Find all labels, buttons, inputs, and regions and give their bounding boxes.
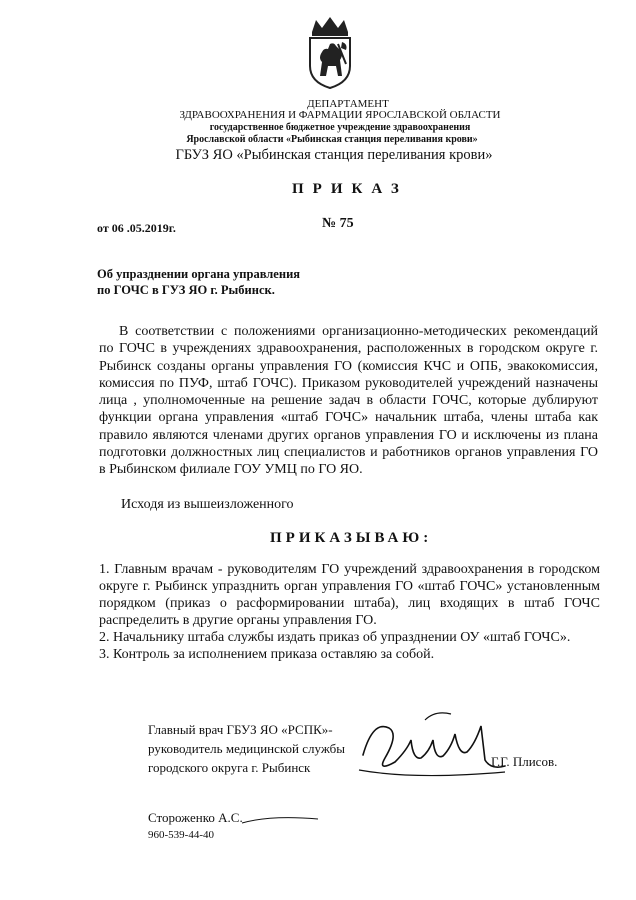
order-items <box>99 561 600 663</box>
order-item-3: 3. Контроль за исполнением приказа оставляю за собой. <box>99 647 435 662</box>
signatory-line2: руководитель медицинской службы <box>148 741 345 756</box>
header-ministry: ЗДРАВООХРАНЕНИЯ И ФАРМАЦИИ ЯРОСЛАВСКОЙ ОБЛАСТИ <box>179 109 501 121</box>
order-verb: ПРИКАЗЫВАЮ: <box>270 530 433 546</box>
order-item-2: 2. Начальнику штаба службы издать приказ об упразднении ОУ «штаб ГОЧС». <box>99 630 571 645</box>
preamble-paragraph: В соответствии с положениями организационно-методических рекомендаций по ГОЧС в учреждениях здравоохранения, расположенных в городском округе г. Рыбинск созданы органы управления ГО (комиссия КЧС и ОПБ, эвакокомиссия, комиссия по ПУФ, штаб ГОЧС). Приказом руководителей учреждений назначены лица , уполномоченные на решение задач в области ГОЧС, которые дублируют функции органа управления «штаб ГОЧС» начальник штаба, члены штаба как правило являются членами других органов управления ГО и исключены из плана подготовки должностных лиц специалистов и работников органов управления ГО в Рыбинском филиале ГОУ УМЦ по ГО ЯО. <box>99 324 598 478</box>
executor-name: Стороженко А.С. <box>148 810 243 825</box>
order-item-1: 1. Главным врачам - руководителям ГО учреждений здравоохранения в городском округе г. Рыбинск упразднить орган управления ГО «штаб ГОЧС» установленным порядком (приказ о расформировании штаба), лиц входящих в штаб ГОЧС распределить в другие органы управления ГО. <box>99 562 600 628</box>
order-subject-line2: по ГОЧС в ГУЗ ЯО г. Рыбинск. <box>97 283 275 297</box>
signatory-name: Г.Г. Плисов. <box>491 754 558 769</box>
executor-phone: 960-539-44-40 <box>148 829 214 841</box>
handwritten-signature <box>355 700 515 795</box>
header-institution-full: Ярославской области «Рыбинская станция переливания крови» <box>186 134 478 145</box>
executor-underline-scribble <box>240 805 320 830</box>
signatory-block <box>148 720 345 777</box>
order-subject <box>97 266 300 298</box>
bear-coat-of-arms-icon <box>298 14 362 90</box>
header-department: ДЕПАРТАМЕНТ <box>307 98 389 110</box>
signatory-line1: Главный врач ГБУЗ ЯО «РСПК»- <box>148 722 333 737</box>
order-number: № 75 <box>322 216 354 231</box>
order-date: от 06 .05.2019г. <box>97 221 176 235</box>
order-subject-line1: Об упразднении органа управления <box>97 267 301 281</box>
signatory-line3: городского округа г. Рыбинск <box>148 760 311 775</box>
header-institution-short: ГБУЗ ЯО «Рыбинская станция переливания крови» <box>175 147 493 163</box>
preamble-conclusion: Исходя из вышеизложенного <box>121 497 294 512</box>
order-title: ПРИКАЗ <box>292 181 408 197</box>
header-institution-type: государственное бюджетное учреждение здравоохранения <box>209 122 471 133</box>
